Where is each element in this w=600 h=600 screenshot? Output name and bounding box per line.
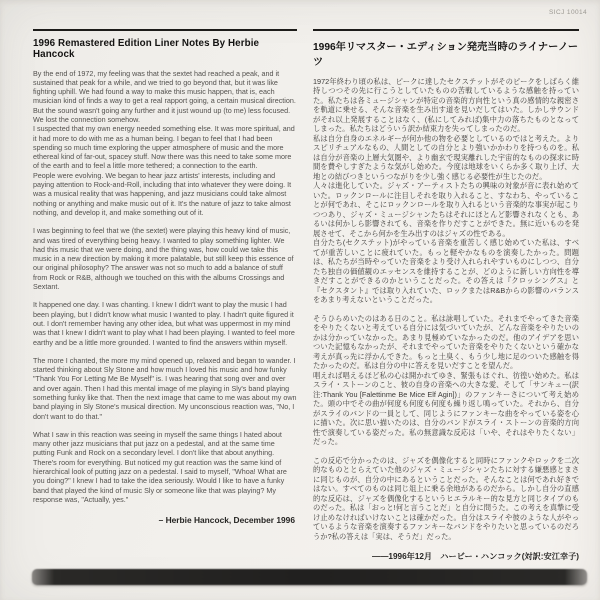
english-liner-notes-column (33, 29, 297, 525)
english-paragraph-5: It happened one day. I was chanting. I knew I didn't want to play the music I had been playing, but I didn't know what music I wanted to play. I hadn't quite figured it out. I don't remember having any other idea, but what was uppermost in my mind was that I knew I didn't want to play what I had been playing. I wanted to feel more earthy and be a little more grounded. I wanted to find the answers within myself. (33, 300, 295, 347)
japanese-paragraph-2: 私は自分自身のエネルギーが何か他の物を必要としているのではと考えた。よりスピリチュアルなもの、人間としての自分とより強いかかわりを持つものを。私は自分が音楽の上層大気圏や、より幽玄で現実離れした宇宙的なものの探求に時間を費やしすぎたような気がし始めた。今度は地球をいくらか多く取り上げ、大地との結びつきというつながりを少し強く感じる必要性が生じたのだ。 (313, 133, 579, 181)
japanese-liner-notes-column (313, 29, 579, 562)
catalog-number: SICJ 10014 (549, 9, 587, 16)
japanese-title: 1996年リマスター・エディション発売当時のライナーノーツ (313, 41, 579, 68)
title-rule-english (33, 29, 297, 31)
japanese-paragraph-1: 1972年終わり頃の私は、ピークに達したセクステットがそのピークをしばらく維持しつつその先に行こうとしていたものの苦戦しているような感触を持っていた。私たちは各ミュージシャンが特定の音楽的方向性という真の感情的な親密さを軌道に乗せる、そんな音楽を生み出す道を見いだしてはいた。しかしサウンドがそれ以上発展することはなく、(私にしてみれば)集中力の落ちたものとなってしまった。私たちはどういう訳か結束力を失ってしまったのだ。 (313, 76, 579, 133)
japanese-paragraph-7: この反応で分かったのは、ジャズを偶像化すると同時にファンクやロックを二次的なものととらえていた他のジャズ・ミュージシャンたちに対する嫌悪感とまさに同じものが、自分の中にあるということだった。そんなことは何であれ好きではない。すべてのものは同じ俎上に乗る余地があるのだから。しかし自分の直感的な反応は、ジャズを偶像化するというヒエラルキー的な見方と同じタイプのものだった。私は「おっと!何と言うことだ」と自分に問うた。この考えを真摯に受け止めなければいけないことは確かだった。自分はスライや彼のような人がやっているような音楽を演奏するファンキーなバンドをやりたいと思っているのだろうか?私の答えは「実は、そうだ」だった。 (313, 455, 579, 541)
english-paragraph-6: The more I chanted, the more my mind opened up, relaxed and began to wander. I started thinking about Sly Stone and how much I loved his music and how funky "Thank You For Letting Me Be Myself" is. I was hearing that song over and over and over again. Then I had this mental image of me playing in Sly's band playing something funky like that. Then the next image that came to me was about my own band playing in Sly Stone's musical direction. My unconscious reaction was, "No, I don't want to do that." (33, 355, 297, 421)
title-rule-japanese (313, 29, 579, 31)
page-fold-shadow (32, 569, 587, 585)
japanese-signature: ――1996年12月 ハービー・ハンコック(対訳:安江幸子) (372, 552, 579, 561)
english-signature: – Herbie Hancock, December 1996 (158, 515, 295, 526)
japanese-paragraph-3: 人々は進化していた。ジャズ・アーティストたちの興味の対象が音に表れ始めていた。ロックンロールに注目しそれを取り入れること、すなわち、やっていることが何であれ、そこにロックンロールを取り入れるという音楽的な事実が起こりつつあり、ジャズ・ミュージシャンたちはそれにほとんど影響されなくとも、あるいは何かしら影響されても、音楽を作りだすことができた。無に近いものを発展させて、そこから何かを生み出すのはジャズの性である。 (313, 181, 579, 238)
japanese-paragraph-5: そうひらめいたのはある日のこと。私は詠唱していた。それまでやってきた音楽をやりたくないと考えている自分には気づいていたが、どんな音楽をやりたいのかは分かっていなかった。あまり見極めていなかったのだ。他のアイデアを思いついた記憶もなかったが、それまでやっていた音楽をやりたくないという確かな考えが真っ先に浮かんできた。もっと土臭く、もう少し地に足のついた感触を得たかったのだ。私は自分の中に答えを見いだすことを望んだ。 (313, 313, 579, 370)
english-paragraph-3: People were evolving. We began to hear jazz artists' interests, including and paying attention to Rock-and-Roll, including that into whatever they were doing. It was a musical reality that was happening, and jazz musicians could take almost nothing or anything and make music out of it. It's the nature of jazz to take almost nothing, and develop it, and make something out of it. (33, 170, 292, 217)
english-paragraph-4: I was beginning to feel that we (the sextet) were playing this heavy kind of music, and was tired of everything being heavy. I wanted to play something lighter. We had this music that we were doing, and the thing was, how could we take this music in a new direction by making it more palatable, but still keep this essence of our original philosophy? The answer was not so much to add a balance of stuff from Rock or R&B, although we touched on this with the albums Crossings and Sextant. (33, 226, 294, 292)
english-paragraph-2: I suspected that my own energy needed something else. It was more spiritual, and it had more to do with me as a human being. I began to feel that I had been spending so much time exploring the upper atmosphere of music and the more ethereal kind of far-out, spacey stuff. Now there was this need to take some more of the earth and to feel a little more tethered; a connection to the earth. (33, 124, 295, 171)
english-paragraph-1: By the end of 1972, my feeling was that the sextet had reached a peak, and it sustained that peak for a while, and we tried to go beyond that, but it was like fighting uphill. We had found a way to make this music happen, that is, each musician kind of finds a way to get a real rapport going, a certain musical direction. But the sound wasn't going any further and it just wound up (to me) less focused. We lost the connection somehow. (33, 68, 296, 124)
japanese-paragraph-6: 唱えれば唱えるほど私の心は開かれてゆき、緊張もほぐれ、彷徨い始めた。私はスライ・ストーンのこと、彼の自身の音楽への大きな愛、そして「サンキュー(訳注:Thank You [Falettinme Be Mice Elf Agin])」のファンキーさについて考え始めた。頭の中でその曲が何度も何度も何度も繰り返し鳴っていた。それから、自分がスライのバンドの一員として、同じようにファンキーな曲をやっている姿を心に描いた。次に思い描いたのは、自分のバンドがスライ・ストーンの音楽的方向性で演奏している姿だった。私の無意識な反応は「いや、それはやりたくない」だった。 (313, 370, 579, 446)
japanese-paragraph-4: 自分たち(セクステット)がやっている音楽を重苦しく感じ始めていた私は、すべてが重苦しいことに疲れていた。もっと軽やかなものを演奏したかった。問題は、私たちが当時やっていた音楽をより受け入れられやすいものにしつつ、自分たち独自の価値観のエッセンスを維持することが、どのように新しい方向性を導きだすことができるのかということだった。その答えは『クロッシングス』と『セクスタント』では取り入れていた、ロックまたはR&Bからの影響のバランスをあまり考えないということだった。 (313, 238, 579, 304)
english-title: 1996 Remastered Edition Liner Notes By Herbie Hancock (33, 37, 260, 60)
english-paragraph-7: What I saw in this reaction was seeing in myself the same things I hated about many other jazz musicians that put jazz on a pedestal, and at the same time putting Funk and Rock on a secondary level. I don't like that about anything. There's room for everything. But noticed my gut reaction was the same kind of hierarchical look of putting jazz on a pedestal. I said to myself, "Whoa! What are you doing?" I knew I had to take the idea seriously. Would I like to have a funky band that played the kind of music Sly or someone like that was playing? My response was, "Actually, yes." (33, 429, 287, 504)
